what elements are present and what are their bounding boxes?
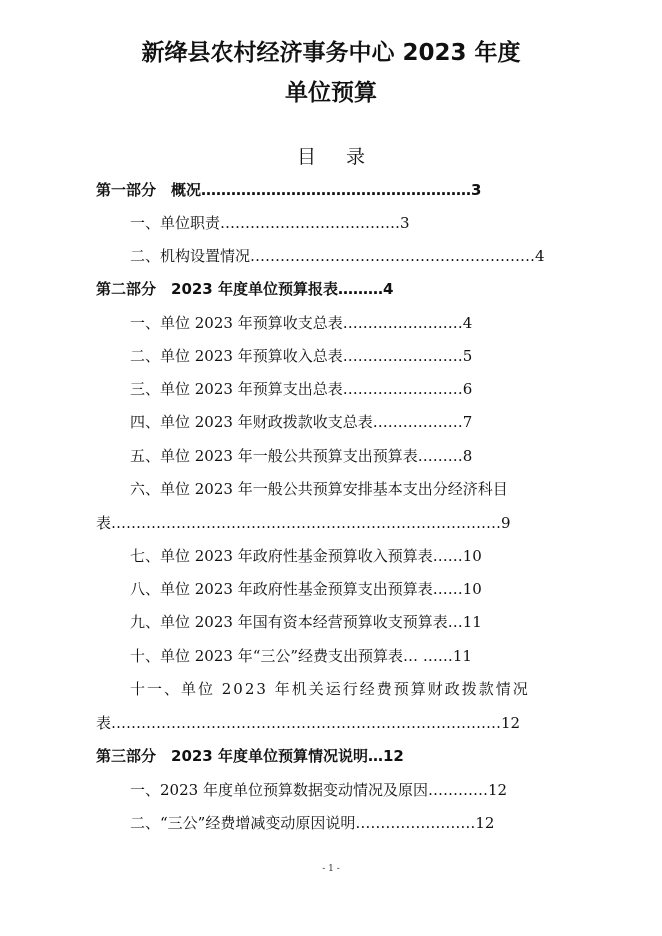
toc-part-3: 第三部分 2023 年度单位预算情况说明…12: [96, 747, 404, 765]
toc-heading: 目录: [296, 146, 395, 168]
toc-item: 二、机构设置情况…………………………………………………4: [130, 247, 545, 265]
toc-item-continued: 表……………………………………………………………………12: [96, 714, 521, 732]
toc-item: 四、单位 2023 年财政拨款收支总表………………7: [130, 413, 473, 431]
document-title-line1: 新绛县农村经济事务中心 2023 年度: [141, 40, 521, 66]
toc-item: 七、单位 2023 年政府性基金预算收入预算表……10: [130, 547, 482, 565]
toc-part-1: 第一部分 概况………………………………………………3: [96, 181, 482, 199]
toc-item-continued: 表……………………………………………………………………9: [96, 514, 511, 532]
toc-item: 八、单位 2023 年政府性基金预算支出预算表……10: [130, 580, 482, 598]
toc-item: 一、单位职责………………………………3: [130, 214, 410, 232]
page-number: - 1 -: [322, 864, 340, 874]
toc-item: 二、“三公”经费增减变动原因说明……………………12: [130, 814, 495, 832]
document-title-line2: 单位预算: [285, 80, 377, 106]
toc-item: 三、单位 2023 年预算支出总表……………………6: [130, 380, 473, 398]
toc-item: 六、单位 2023 年一般公共预算安排基本支出分经济科目: [130, 480, 508, 498]
toc-item: 五、单位 2023 年一般公共预算支出预算表………8: [130, 447, 473, 465]
toc-item: 十一、单位 2023 年机关运行经费预算财政拨款情况: [130, 680, 530, 698]
toc-item: 一、2023 年度单位预算数据变动情况及原因…………12: [130, 781, 508, 799]
toc-item: 二、单位 2023 年预算收入总表……………………5: [130, 347, 473, 365]
toc-item: 一、单位 2023 年预算收支总表……………………4: [130, 314, 473, 332]
toc-item: 十、单位 2023 年“三公”经费支出预算表… ……11: [130, 647, 472, 665]
toc-item: 九、单位 2023 年国有资本经营预算收支预算表…11: [130, 613, 482, 631]
toc-part-2: 第二部分 2023 年度单位预算报表………4: [96, 280, 394, 298]
